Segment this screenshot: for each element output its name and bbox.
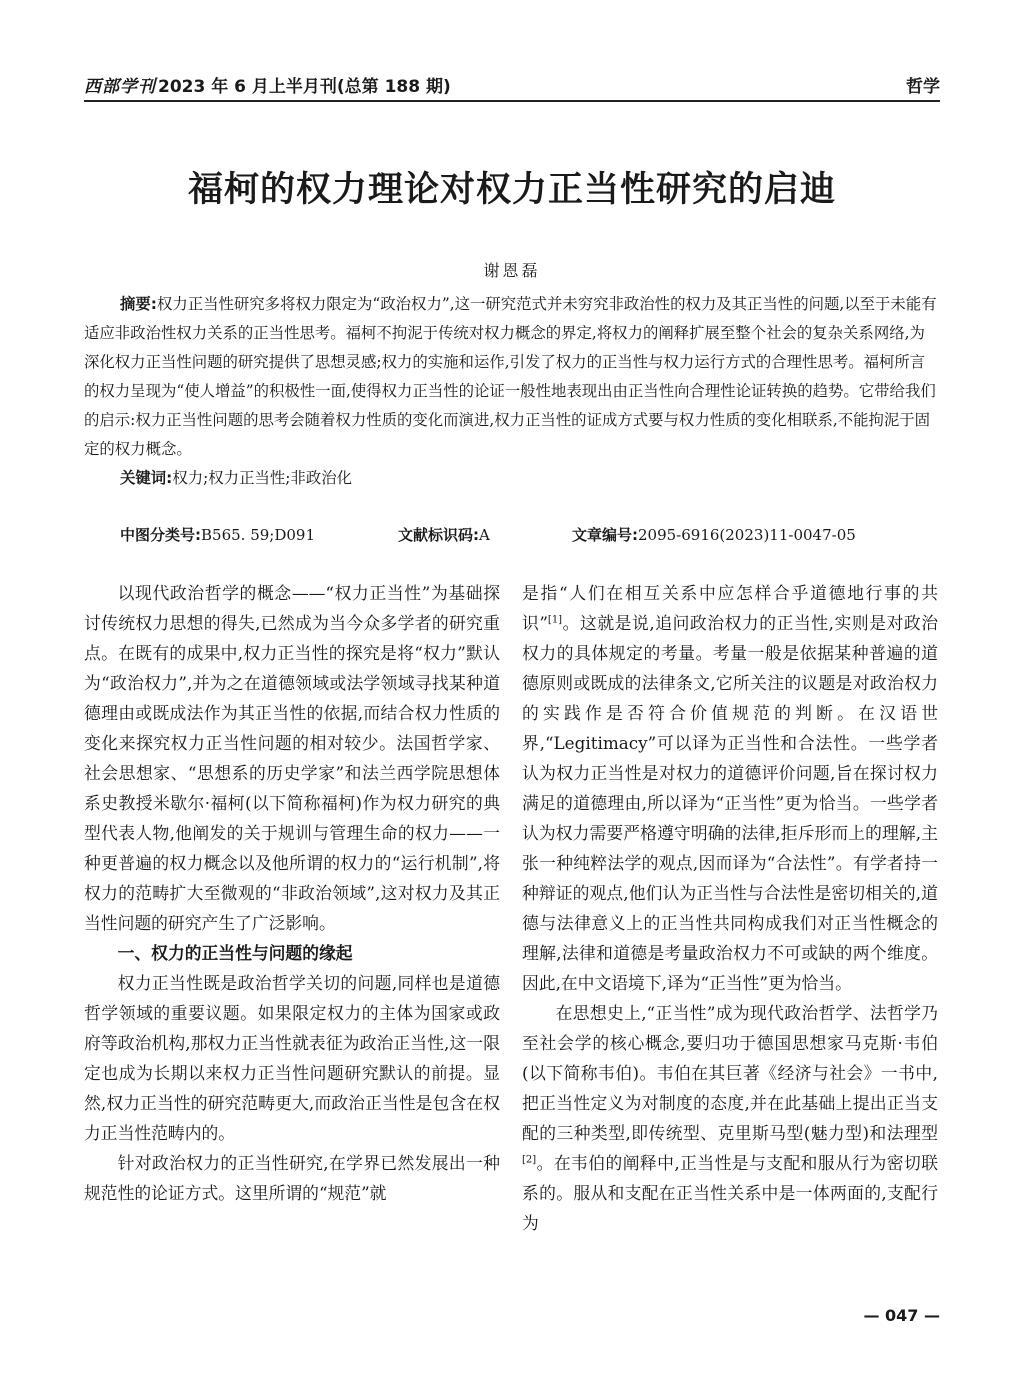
journal-issue [84, 72, 451, 97]
abstract-paragraph [84, 290, 940, 464]
header-divider [84, 100, 940, 102]
article-number-value: 2095-6916(2023)11-0047-05 [638, 526, 856, 544]
right-column [522, 578, 938, 1238]
body-paragraph: 针对政治权力的正当性研究,在学界已然发展出一种规范性的论证方式。这里所谓的“规范”就 [84, 1153, 500, 1203]
abstract-label: 摘要: [120, 295, 157, 313]
article-number-label: 文章编号: [572, 526, 638, 544]
section-label: 哲学 [906, 77, 940, 97]
document-code [398, 524, 490, 545]
issue-label: 2023 年 6 月上半月刊(总第 188 期) [158, 77, 451, 97]
section-heading: 一、权力的正当性与问题的缘起 [117, 943, 353, 963]
abstract-block [84, 290, 940, 493]
body-paragraph [522, 998, 938, 1238]
page-number: — 047 — [863, 1306, 940, 1325]
paragraph-text: 在思想史上,“正当性”成为现代政治哲学、法哲学乃至社会学的核心概念,要归功于德国思想家马克斯·韦伯(以下简称韦伯)。韦伯在其巨著《经济与社会》一书中,把正当性定义为对制度的态度,并在此基础上提出正当支配的三种类型,即传统型、克里斯马型(魅力型)和法理型 [522, 1003, 938, 1143]
article-title: 福柯的权力理论对权力正当性研究的启迪 [187, 169, 836, 210]
keywords-line [84, 464, 940, 493]
body-paragraph [522, 578, 938, 998]
keywords-label: 关键词: [120, 469, 173, 487]
clc-value: B565. 59;D091 [201, 526, 315, 544]
paragraph-text: 是指“人们在相互关系中应怎样合乎道德地行事的共识” [522, 583, 938, 633]
left-column [84, 578, 500, 1208]
document-code-label: 文献标识码: [398, 526, 479, 544]
body-paragraph: 权力正当性既是政治哲学关切的问题,同样也是道德哲学领域的重要议题。如果限定权力的主体为国家或政府等政治机构,那权力正当性就表征为政治正当性,这一限定也成为长期以来权力正当性问题研究默认的前提。显然,权力正当性的研究范畴更大,而政治正当性是包含在权力正当性范畴内的。 [84, 973, 500, 1143]
clc-label: 中图分类号: [120, 526, 201, 544]
running-header [84, 68, 940, 98]
journal-logo: 西部学刊 [84, 77, 156, 97]
citation-ref: [2] [522, 1154, 537, 1166]
paragraph-text: 。这就是说,追问政治权力的正当性,实则是对政治权力的具体规定的考量。考量一般是依据某种普遍的道德原则或既成的法律条文,它所关注的议题是对政治权力的实践作是否符合价值规范的判断。在汉语世界,“Legitimacy”可以译为正当性和合法性。一些学者认为权力正当性是对权力的道德评价问题,旨在探讨权力满足的道德理由,所以译为“正当性”更为恰当。一些学者认为权力需要严格遵守明确的法律,拒斥形而上的理解,主张一种纯粹法学的观点,因而译为“合法性”。有学者持一种辩证的观点,他们认为正当性与合法性是密切相关的,道德与法律意义上的正当性共同构成我们对正当性概念的理解,法律和道德是考量政治权力不可或缺的两个维度。因此,在中文语境下,译为“正当性”更为恰当。 [522, 613, 938, 993]
citation-ref: [1] [547, 614, 563, 626]
author-name: 谢恩磊 [483, 261, 541, 280]
intro-paragraph: 以现代政治哲学的概念——“权力正当性”为基础探讨传统权力思想的得失,已然成为当今众多学者的研究重点。在既有的成果中,权力正当性的探究是将“权力”默认为“政治权力”,并为之在道德领域或法学领域寻找某种道德理由或既成法作为其正当性的依据,而结合权力性质的变化来探究权力正当性问题的相对较少。法国哲学家、社会思想家、“思想系的历史学家”和法兰西学院思想体系史教授米歇尔·福柯(以下简称福柯)作为权力研究的典型代表人物,他阐发的关于规训与管理生命的权力——一种更普遍的权力概念以及他所谓的权力的“运行机制”,将权力的范畴扩大至微观的“非政治领域”,这对权力及其正当性问题的研究产生了广泛影响。 [84, 583, 500, 933]
document-code-value: A [479, 526, 490, 544]
keywords-text: 权力;权力正当性;非政治化 [172, 469, 352, 487]
article-number [572, 524, 856, 545]
abstract-text: 权力正当性研究多将权力限定为“政治权力”,这一研究范式并未穷究非政治性的权力及其正当性的问题,以至于未能有适应非政治性权力关系的正当性思考。福柯不拘泥于传统对权力概念的界定,将权力的阐释扩展至整个社会的复杂关系网络,为深化权力正当性问题的研究提供了思想灵感;权力的实施和运作,引发了权力的正当性与权力运行方式的合理性思考。福柯所言的权力呈现为“使人增益”的积极性一面,使得权力正当性的论证一般性地表现出由正当性向合理性论证转换的趋势。它带给我们的启示:权力正当性问题的思考会随着权力性质的变化而演进,权力正当性的证成方式要与权力性质的变化相联系,不能拘泥于固定的权力概念。 [84, 295, 937, 458]
clc-number [120, 524, 315, 545]
paragraph-text: 。在韦伯的阐释中,正当性是与支配和服从行为密切联系的。服从和支配在正当性关系中是一体两面的,支配行为 [522, 1153, 938, 1233]
